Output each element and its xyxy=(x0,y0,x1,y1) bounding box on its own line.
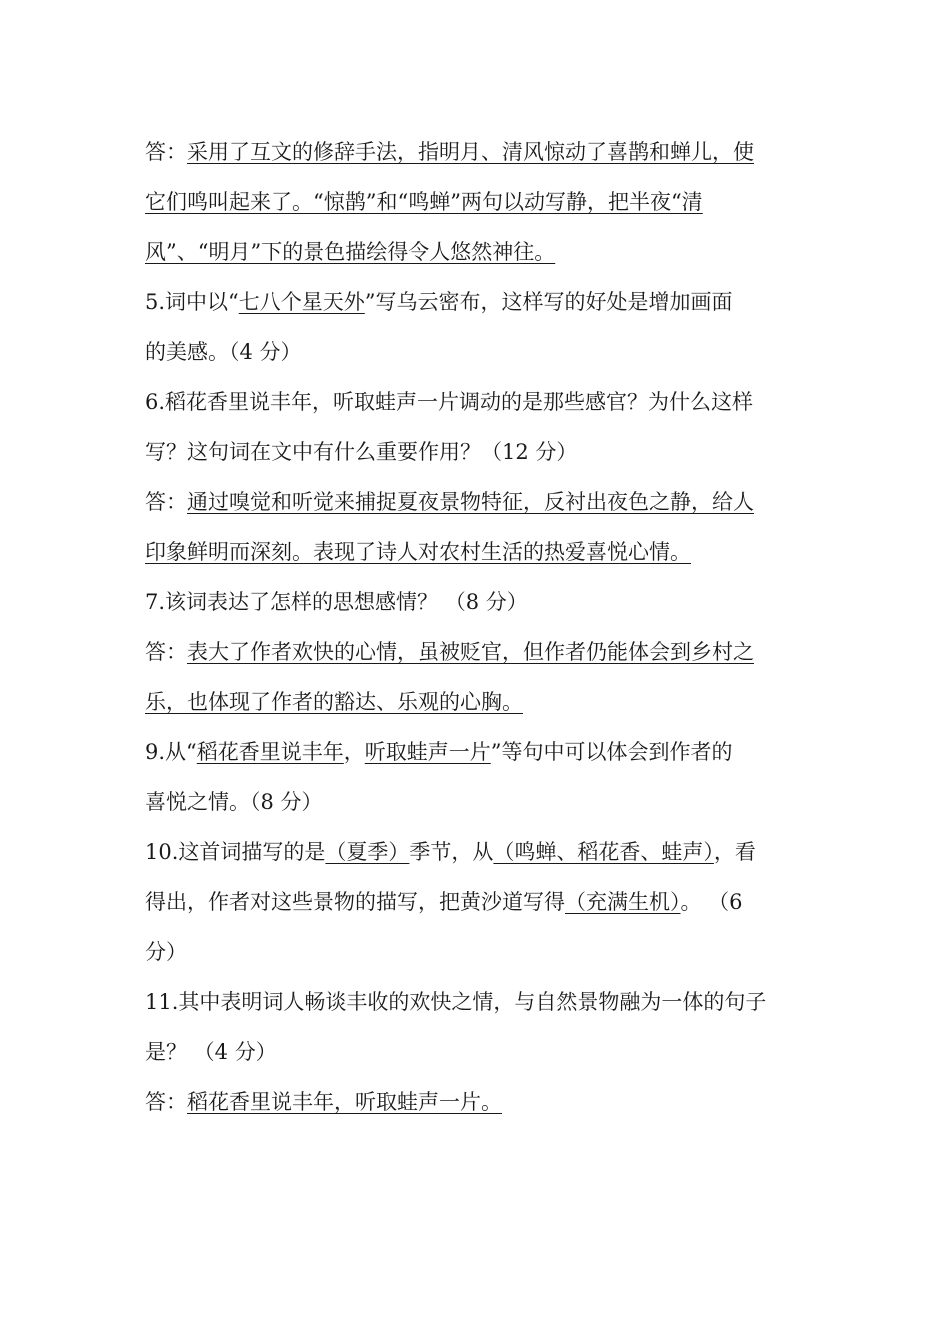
question-text: 10.这首词描写的是 xyxy=(145,840,326,864)
line-9 xyxy=(145,527,810,577)
line-14 xyxy=(145,777,810,827)
question-11 xyxy=(145,977,810,1027)
underlined-answer: 乐，也体现了作者的豁达、乐观的心胸。 xyxy=(145,690,523,714)
document-body xyxy=(145,127,810,1127)
underlined-answer: 它们鸣叫起来了。“惊鹊”和“鸣蝉”两句以动写静，把半夜“清 xyxy=(145,190,703,214)
question-text: 6.稻花香里说丰年，听取蛙声一片调动的是那些感官？为什么这样 xyxy=(145,390,754,414)
question-10 xyxy=(145,827,810,877)
line-11 xyxy=(145,627,810,677)
line-17 xyxy=(145,927,810,977)
question-5 xyxy=(145,277,810,327)
question-text: 11.其中表明词人畅谈丰收的欢快之情，与自然景物融为一体的句子 xyxy=(145,990,767,1014)
line-5 xyxy=(145,327,810,377)
line-2 xyxy=(145,177,810,227)
question-text: 5.词中以“ xyxy=(145,290,239,314)
question-text: 喜悦之情。（8 分） xyxy=(145,790,323,814)
underlined-answer: 七八个星天外 xyxy=(238,290,365,314)
answer-label: 答： xyxy=(145,140,187,164)
underlined-answer: 采用了互文的修辞手法，指明月、清风惊动了喜鹊和蝉儿，使 xyxy=(187,140,754,164)
underlined-answer: 稻花香里说丰年，听取蛙声一片。 xyxy=(187,1090,502,1114)
line-1 xyxy=(145,127,810,177)
underlined-answer: （充满生机） xyxy=(565,890,681,914)
question-text: 写？这句词在文中有什么重要作用？（12 分） xyxy=(145,440,578,464)
line-7 xyxy=(145,427,810,477)
line-16 xyxy=(145,877,810,927)
question-6 xyxy=(145,377,810,427)
answer-label: 答： xyxy=(145,1090,187,1114)
underlined-answer: 表大了作者欢快的心情，虽被贬官，但作者仍能体会到乡村之 xyxy=(187,640,754,664)
underlined-answer: 通过嗅觉和听觉来捕捉夏夜景物特征，反衬出夜色之静，给人 xyxy=(187,490,754,514)
underlined-answer: （鸣蝉、稻花香、蛙声） xyxy=(493,840,714,864)
question-9 xyxy=(145,727,810,777)
question-text: 得出，作者对这些景物的描写，把黄沙道写得 xyxy=(145,890,565,914)
answer-label: 答： xyxy=(145,640,187,664)
question-text: ， xyxy=(343,740,365,764)
question-text: 是？ （4 分） xyxy=(145,1040,277,1064)
question-text: 的美感。（4 分） xyxy=(145,340,302,364)
question-7 xyxy=(145,577,810,627)
line-3 xyxy=(145,227,810,277)
answer-label: 答： xyxy=(145,490,187,514)
question-text: ”写乌云密布，这样写的好处是增加画面 xyxy=(364,290,733,314)
question-text: ，看 xyxy=(713,840,756,864)
question-text: 季节，从 xyxy=(409,840,494,864)
question-text: 分） xyxy=(145,940,187,964)
question-text: 。 （6 xyxy=(680,890,743,914)
line-8 xyxy=(145,477,810,527)
line-20 xyxy=(145,1077,810,1127)
question-text: 7.该词表达了怎样的思想感情？ （8 分） xyxy=(145,590,528,614)
question-text: 9.从“ xyxy=(145,740,197,764)
underlined-answer: 风”、“明月”下的景色描绘得令人悠然神往。 xyxy=(145,240,556,264)
question-text: ”等句中可以体会到作者的 xyxy=(490,740,733,764)
line-19 xyxy=(145,1027,810,1077)
underlined-answer: 听取蛙声一片 xyxy=(364,740,491,764)
underlined-answer: 稻花香里说丰年 xyxy=(196,740,344,764)
line-12 xyxy=(145,677,810,727)
underlined-answer: （夏季） xyxy=(325,840,410,864)
underlined-answer: 印象鲜明而深刻。表现了诗人对农村生活的热爱喜悦心情。 xyxy=(145,540,691,564)
